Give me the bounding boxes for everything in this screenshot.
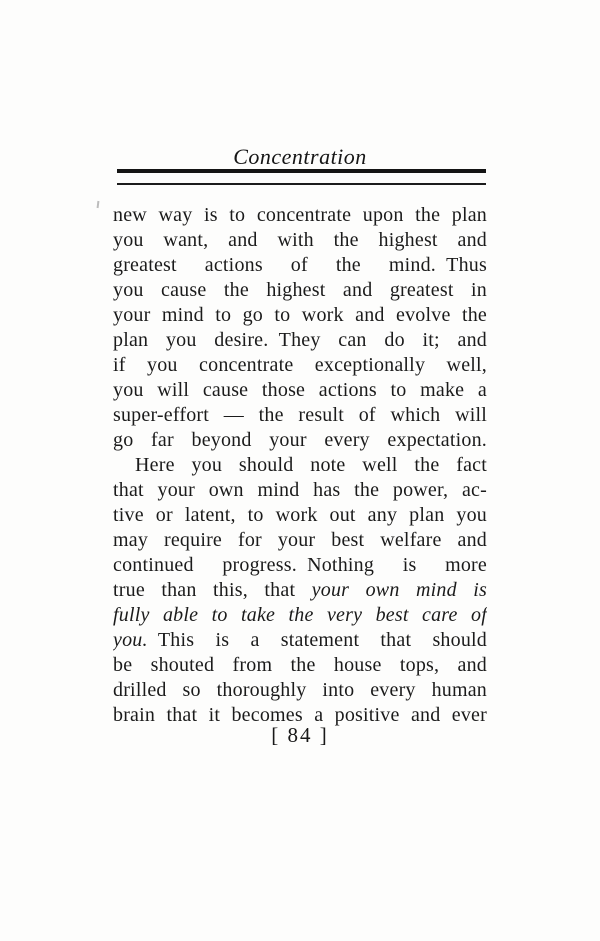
text-segment: true than this, that [113, 579, 312, 601]
text-line [113, 603, 487, 628]
text-segment: you cause the highest and greatest in [113, 279, 487, 301]
text-segment: you will cause those actions to make a [113, 379, 487, 401]
double-rule-divider [117, 169, 486, 185]
text-segment: you want, and with the highest and [113, 229, 487, 251]
text-line [113, 353, 487, 378]
text-segment: Here you should note well the fact [135, 454, 487, 476]
text-line [113, 328, 487, 353]
text-segment: super-effort — the result of which will [113, 404, 487, 426]
text-segment: greatest actions of the mind. Thus [113, 254, 487, 276]
text-segment: if you concentrate exceptionally well, [113, 354, 487, 376]
text-line [113, 678, 487, 703]
text-line [113, 303, 487, 328]
text-line [113, 228, 487, 253]
scan-artifact-mark [97, 201, 100, 208]
text-line [113, 403, 487, 428]
italic-text-segment: you. [113, 629, 148, 651]
text-line [113, 378, 487, 403]
italic-text-segment: fully able to take the very best care of [113, 604, 487, 626]
text-line [113, 628, 487, 653]
text-line [113, 453, 487, 478]
text-segment: drilled so thoroughly into every human [113, 679, 487, 701]
text-segment: be shouted from the house tops, and [113, 654, 487, 676]
text-line [113, 578, 487, 603]
text-segment: go far beyond your every expectation. [113, 429, 487, 451]
text-line [113, 553, 487, 578]
text-segment: that your own mind has the power, ac- [113, 479, 487, 501]
text-line [113, 653, 487, 678]
text-segment: continued progress. Nothing is more [113, 554, 487, 576]
text-line [113, 528, 487, 553]
text-line [113, 203, 487, 228]
text-segment: brain that it becomes a positive and ever [113, 704, 487, 726]
text-line [113, 428, 487, 453]
text-segment: may require for your best welfare and [113, 529, 487, 551]
text-segment: This is a statement that should [147, 629, 487, 651]
text-segment: your mind to go to work and evolve the [113, 304, 487, 326]
body-text-block [113, 203, 487, 728]
text-line [113, 278, 487, 303]
italic-text-segment: your own mind is [311, 579, 487, 601]
text-segment: tive or latent, to work out any plan you [113, 504, 487, 526]
text-segment: new way is to concentrate upon the plan [113, 204, 487, 226]
text-segment: plan you desire. They can do it; and [113, 329, 487, 351]
text-line [113, 478, 487, 503]
running-head-title: Concentration [233, 144, 367, 169]
text-line [113, 253, 487, 278]
text-line [113, 503, 487, 528]
page-number: [ 84 ] [271, 723, 329, 747]
